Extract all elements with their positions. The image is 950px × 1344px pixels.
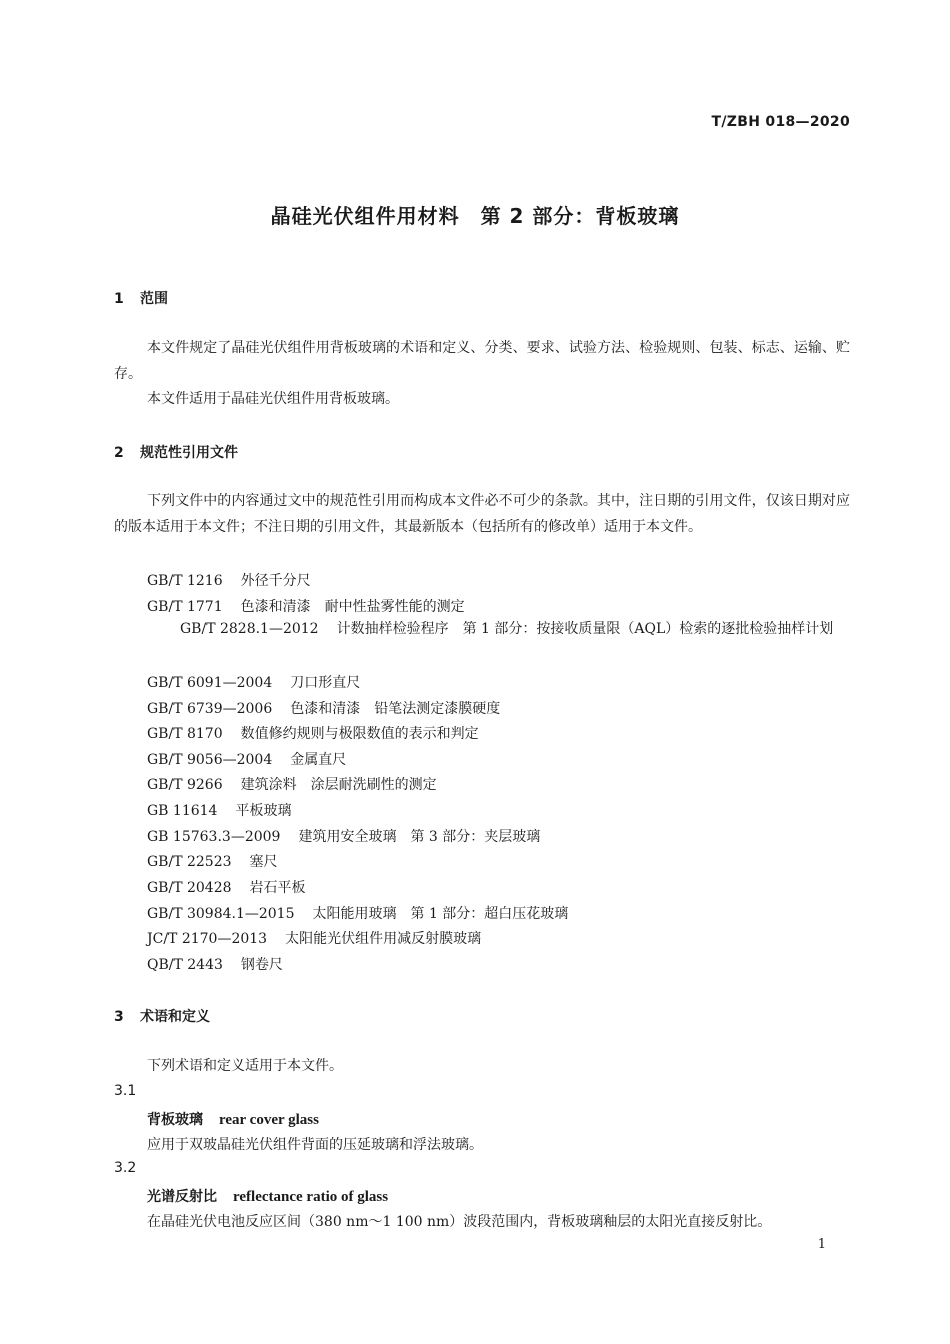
reference-code: GB 11614 [147,803,218,819]
reference-name: 计数抽样检验程序 第 1 部分：按接收质量限（AQL）检索的逐批检验抽样计划 [336,621,834,637]
reference-code: GB/T 9266 [147,777,223,793]
reference-name: 建筑涂料 涂层耐洗刷性的测定 [240,777,437,793]
reference-name: 平板玻璃 [235,803,292,819]
section-title: 规范性引用文件 [140,445,238,461]
paragraph: 下列文件中的内容通过文中的规范性引用而构成本文件必不可少的条款。其中，注日期的引用文件，仅该日期对应的版本适用于本文件；不注日期的引用文件，其最新版本（包括所有的修改单）适用于本文件。 [114,493,850,535]
reference-name: 太阳能光伏组件用减反射膜玻璃 [285,931,482,947]
section-title: 范围 [140,291,168,307]
reference-code: GB/T 20428 [147,880,232,896]
reference-name: 色漆和清漆 耐中性盐雾性能的测定 [240,599,465,615]
reference-code: GB/T 22523 [147,854,232,870]
section-number: 1 [114,291,124,307]
reference-item [147,851,278,871]
term-definition: 应用于双玻晶硅光伏组件背面的压延玻璃和浮法玻璃。 [147,1137,483,1153]
term-english: reflectance ratio of glass [233,1189,389,1205]
term-chinese: 背板玻璃 [147,1112,203,1128]
reference-name: 刀口形直尺 [290,675,361,691]
reference-item [147,596,465,616]
reference-code: QB/T 2443 [147,957,223,973]
reference-item [147,774,437,794]
section-number: 3 [114,1009,124,1025]
reference-code: GB/T 6739—2006 [147,701,273,717]
term-number: 3.2 [114,1160,137,1176]
term-english: rear cover glass [219,1112,319,1128]
reference-code: GB/T 8170 [147,726,223,742]
reference-code: GB/T 2828.1—2012 [180,621,319,637]
term-heading [147,1186,388,1206]
reference-name: 建筑用安全玻璃 第 3 部分：夹层玻璃 [298,829,541,845]
reference-item [147,570,311,590]
reference-item [114,617,850,643]
reference-item [147,698,500,718]
paragraph: 本文件规定了晶硅光伏组件用背板玻璃的术语和定义、分类、要求、试验方法、检验规则、包装、标志、运输、贮存。 [114,340,850,382]
reference-name: 太阳能用玻璃 第 1 部分：超白压花玻璃 [312,906,569,922]
reference-code: GB/T 6091—2004 [147,675,273,691]
reference-name: 色漆和清漆 铅笔法测定漆膜硬度 [290,701,501,717]
reference-item [147,723,479,743]
term-number: 3.1 [114,1083,137,1099]
reference-name: 钢卷尺 [240,957,283,973]
term-heading [147,1109,319,1129]
paragraph: 本文件适用于晶硅光伏组件用背板玻璃。 [147,391,399,407]
reference-code: GB/T 1216 [147,573,223,589]
paragraph: 下列术语和定义适用于本文件。 [147,1058,343,1074]
section-number: 2 [114,445,124,461]
section-heading-scope [114,288,168,308]
term-chinese: 光谱反射比 [147,1189,217,1205]
reference-item [147,672,360,692]
reference-item [147,877,306,897]
standard-number: T/ZBH 018—2020 [711,114,850,130]
term-definition: 在晶硅光伏电池反应区间（380 nm～1 100 nm）波段范围内，背板玻璃釉层的太阳光直接反射比。 [147,1214,772,1230]
reference-code: JC/T 2170—2013 [147,931,268,947]
reference-code: GB/T 30984.1—2015 [147,906,295,922]
reference-item [147,826,540,846]
section-title: 术语和定义 [140,1009,210,1025]
reference-name: 塞尺 [249,854,278,870]
reference-item [147,954,283,974]
reference-name: 金属直尺 [290,752,347,768]
section-heading-normative-references [114,442,238,462]
reference-item [147,749,346,769]
reference-code: GB 15763.3—2009 [147,829,281,845]
reference-item [147,903,568,923]
reference-name: 数值修约规则与极限数值的表示和判定 [240,726,479,742]
reference-code: GB/T 1771 [147,599,223,615]
page-number: 1 [817,1237,826,1252]
section-heading-terms-definitions [114,1006,210,1026]
reference-code: GB/T 9056—2004 [147,752,273,768]
reference-name: 岩石平板 [249,880,306,896]
document-title: 晶硅光伏组件用材料 第 2 部分：背板玻璃 [270,204,680,228]
reference-item [147,928,481,948]
reference-name: 外径千分尺 [240,573,311,589]
reference-item [147,800,291,820]
